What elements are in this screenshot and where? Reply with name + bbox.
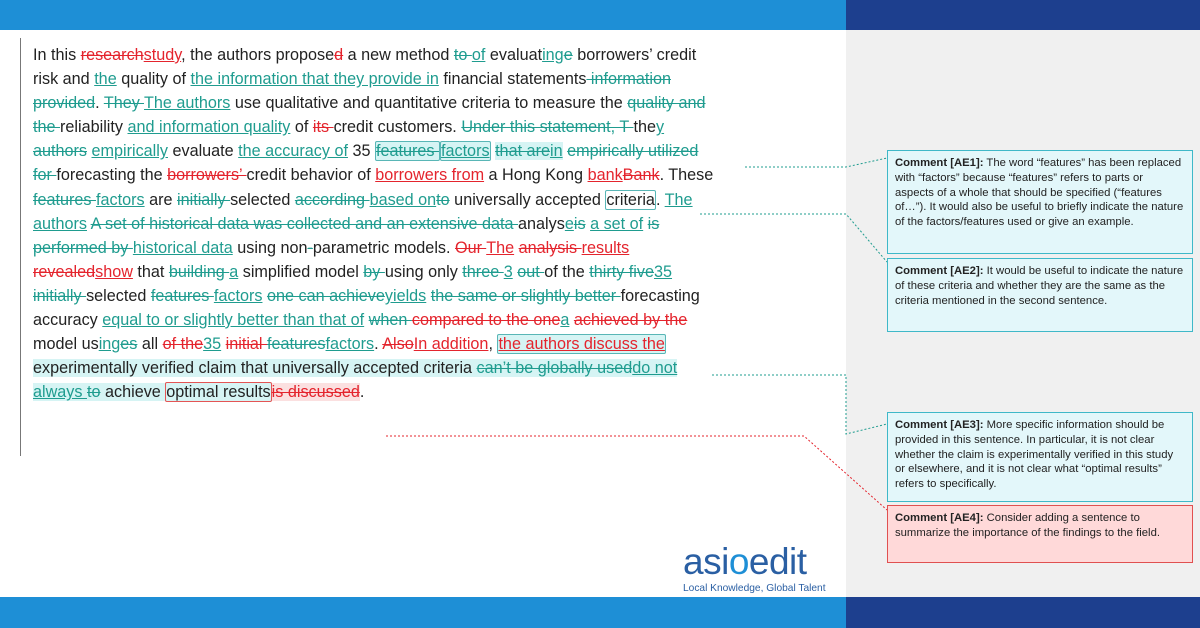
inserted-text: equal to or slightly better than that of — [102, 311, 365, 330]
inserted-text: the authors discuss the — [498, 335, 665, 354]
text-run: of the — [544, 262, 590, 281]
inserted-text: a — [229, 262, 239, 281]
comment-text: Consider adding a sentence to summarize the importance of the findings to the field. — [895, 512, 1160, 539]
text-run: evaluate — [167, 142, 239, 161]
bottom-banner-right — [846, 597, 1200, 628]
text-run: . — [359, 383, 365, 402]
deleted-text: that are — [495, 142, 550, 161]
bottom-banner-left — [0, 597, 846, 628]
text-run: a new method — [343, 46, 454, 64]
deleted-text: achieved by the — [573, 311, 688, 330]
deleted-text: one can achieve — [266, 286, 385, 305]
deleted-text: analysis — [518, 238, 582, 257]
text-run: credit behavior of — [246, 166, 376, 185]
deleted-text: information — [586, 70, 671, 89]
deleted-text: Also — [382, 335, 414, 354]
deleted-text: initially — [177, 190, 231, 209]
inserted-text: 35 — [654, 262, 673, 281]
text-run: using non — [232, 238, 308, 257]
deleted-text: features — [150, 286, 214, 305]
inserted-text: y — [655, 118, 665, 137]
inserted-text: factors — [325, 335, 375, 354]
comment-label: Comment [AE2]: — [895, 265, 984, 277]
comment-label: Comment [AE3]: — [895, 419, 984, 431]
deleted-text: research — [80, 46, 144, 64]
inserted-text: e — [564, 214, 574, 233]
text-run: 35 — [347, 142, 375, 161]
text-run: universally accepted — [449, 190, 606, 209]
text-run: are — [144, 190, 177, 209]
deleted-text: the same or slightly better — [430, 286, 621, 305]
logo-tagline: Local Knowledge, Global Talent — [683, 583, 826, 594]
deleted-text: borrowers’ — [167, 166, 247, 185]
deleted-text: features — [267, 335, 326, 354]
deleted-text: performed by — [33, 238, 133, 257]
deleted-text: is — [647, 214, 660, 233]
inserted-text: always — [33, 383, 87, 402]
text-run: . — [655, 190, 661, 209]
text-run: . — [374, 335, 383, 354]
deleted-text: according — [294, 190, 370, 209]
deleted-text: quality and — [627, 94, 706, 113]
deleted-text: to — [453, 46, 472, 64]
text-run: use qualitative and quantitative criteria to measure the — [230, 94, 628, 113]
deleted-text: Bank — [622, 166, 660, 185]
text-run: accuracy — [33, 311, 103, 330]
text-run: forecasting — [620, 286, 700, 305]
text-run: forecasting the — [56, 166, 168, 185]
inserted-text: The authors — [144, 94, 231, 113]
inserted-text: In addition — [413, 335, 489, 354]
inserted-text: ing — [542, 46, 564, 64]
deleted-text: by — [363, 262, 385, 281]
inserted-text: ing — [98, 335, 121, 354]
comment-ae2[interactable] — [887, 258, 1193, 332]
inserted-text: do not — [632, 359, 678, 378]
inserted-text: study — [143, 46, 182, 64]
connector-ae1 — [745, 158, 887, 167]
text-run: . — [95, 94, 104, 113]
deleted-text: revealed — [33, 262, 96, 281]
inserted-text: 35 — [203, 335, 222, 354]
deleted-text: - — [307, 238, 313, 257]
deleted-text: authors — [33, 142, 87, 161]
deleted-text: the — [33, 118, 61, 137]
inserted-text: borrowers from — [375, 166, 485, 185]
text-run: reliability — [60, 118, 128, 137]
comment-ae1[interactable] — [887, 150, 1193, 254]
deleted-text: features — [33, 190, 96, 209]
deleted-text: Our — [455, 238, 487, 257]
deleted-text: for — [33, 166, 57, 185]
inserted-text: yields — [384, 286, 427, 305]
text-run: borrowers’ credit — [572, 46, 697, 64]
deleted-text: features — [375, 142, 439, 161]
asiaedit-logo — [683, 543, 843, 594]
deleted-text: to — [86, 383, 101, 402]
text-run: analys — [518, 214, 565, 233]
deleted-text: can’t be globally used — [476, 359, 633, 378]
deleted-text: initially — [33, 286, 87, 305]
deleted-text: es — [120, 335, 138, 354]
text-run: financial statements — [438, 70, 587, 89]
text-run: risk and — [33, 70, 95, 89]
deleted-text: when — [368, 311, 412, 330]
deleted-text: building — [168, 262, 230, 281]
text-run: all — [137, 335, 163, 354]
deleted-text: three — [462, 262, 504, 281]
inserted-text: based on — [369, 190, 437, 209]
inserted-text: results — [581, 238, 630, 257]
comment-text: More specific information should be provided in this sentence. In particular, it is not clear whether the claim is experimentally verified in this study or elsewhere, and it is not clear what “optimal results” refers to specifically. — [895, 419, 1174, 491]
text-run: selected — [86, 286, 151, 305]
text-run: the — [633, 118, 656, 137]
inserted-text: a — [560, 311, 570, 330]
text-run: model us — [33, 335, 99, 354]
deleted-text: out — [517, 262, 545, 281]
inserted-text: factors — [440, 142, 490, 161]
deleted-text: A set of historical data was collected and an extensive data — [90, 214, 519, 233]
inserted-text: The — [486, 238, 515, 257]
deleted-text: of the — [162, 335, 204, 354]
deleted-text: e — [563, 46, 573, 64]
inserted-text: show — [95, 262, 133, 281]
text-run: that — [132, 262, 169, 281]
inserted-text: of — [471, 46, 486, 64]
deleted-text: Under this statement, T — [461, 118, 634, 137]
inserted-text: factors — [213, 286, 263, 305]
inserted-text: the accuracy of — [238, 142, 348, 161]
deleted-text: is discussed — [271, 383, 360, 402]
deleted-text: its — [312, 118, 334, 137]
inserted-text: a set of — [590, 214, 644, 233]
inserted-text: in — [549, 142, 563, 161]
inserted-text: the — [94, 70, 117, 89]
text-run: simplified model — [238, 262, 364, 281]
text-run: , — [488, 335, 498, 354]
inserted-text: and information quality — [127, 118, 291, 137]
text-run: criteria — [606, 190, 655, 209]
deleted-text: d — [334, 46, 344, 64]
comment-label: Comment [AE1]: — [895, 157, 984, 169]
text-run: . These — [659, 166, 714, 185]
inserted-text: 3 — [503, 262, 513, 281]
connector-ae4 — [386, 436, 887, 510]
deleted-text: is — [573, 214, 586, 233]
text-run: selected — [230, 190, 295, 209]
text-run: evaluat — [485, 46, 543, 64]
comment-text: It would be useful to indicate the nature of these criteria and whether they are the same as the criteria mentioned in the second sentence. — [895, 265, 1184, 307]
deleted-text: empirically utilized — [567, 142, 699, 161]
inserted-text: factors — [96, 190, 145, 209]
deleted-text: compared to the one — [411, 311, 561, 330]
deleted-text: provided — [33, 94, 96, 113]
inserted-text: the information that they provide in — [190, 70, 439, 89]
inserted-text: bank — [587, 166, 623, 185]
connector-ae3 — [712, 375, 887, 434]
text-run: , the authors propose — [181, 46, 335, 64]
text-run: a Hong Kong — [484, 166, 588, 185]
inserted-text: historical data — [132, 238, 233, 257]
text-run: parametric models. — [312, 238, 455, 257]
deleted-text: They — [103, 94, 145, 113]
text-run: achieve — [100, 383, 166, 402]
deleted-text: initial — [225, 335, 268, 354]
text-run: credit customers. — [333, 118, 462, 137]
comment-label: Comment [AE4]: — [895, 512, 984, 524]
deleted-text: thirty five — [589, 262, 655, 281]
text-run: In this — [33, 46, 81, 64]
text-run: optimal results — [166, 383, 271, 402]
inserted-text: authors — [33, 214, 87, 233]
comment-ae3[interactable] — [887, 412, 1193, 502]
deleted-text: to — [436, 190, 450, 209]
text-run: quality of — [116, 70, 191, 89]
logo-wordmark: asioedit — [683, 541, 807, 582]
text-run: using only — [384, 262, 463, 281]
comment-ae4[interactable] — [887, 505, 1193, 563]
inserted-text: empirically — [91, 142, 168, 161]
comment-text: The word “features” has been replaced with “factors” because “features” refers to parts or aspects of a whole that should be specified (“features of…”). It would also be useful to briefly indicate the nature of the factors/features used or give an example. — [895, 157, 1184, 229]
text-run: experimentally verified claim that universally accepted criteria — [33, 359, 477, 378]
connector-ae2 — [700, 214, 887, 262]
inserted-text: The — [664, 190, 693, 209]
text-run: of — [290, 118, 313, 137]
